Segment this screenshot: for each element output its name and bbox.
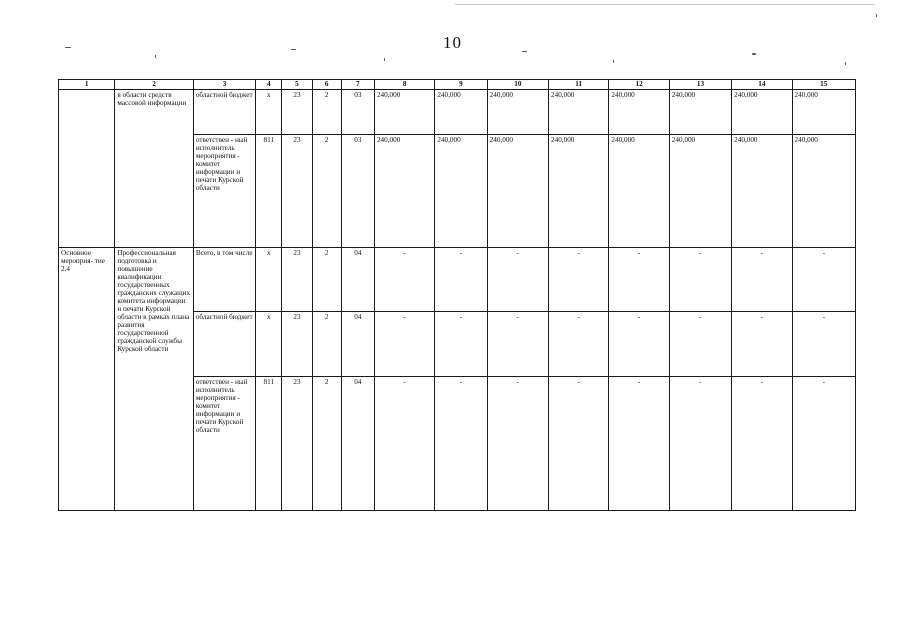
column-number: 6 — [312, 80, 341, 90]
scan-artifact-speck — [155, 55, 156, 58]
table-row — [59, 90, 856, 135]
scan-artifact-speck — [845, 62, 846, 65]
column-number: 8 — [374, 80, 434, 90]
amount-cell: - — [487, 248, 548, 312]
scan-artifact-speck — [384, 58, 385, 61]
amount-cell: - — [487, 312, 548, 377]
code-cell: 2 — [312, 90, 341, 135]
code-cell: 2 — [312, 377, 341, 511]
column-number: 1 — [59, 80, 115, 90]
code-cell: 04 — [341, 248, 374, 312]
amount-cell: 240,000 — [435, 90, 487, 135]
column-number: 7 — [341, 80, 374, 90]
column-number: 5 — [282, 80, 312, 90]
code-cell: 811 — [256, 377, 282, 511]
amount-cell: 240,000 — [487, 135, 548, 248]
amount-cell: - — [435, 248, 487, 312]
amount-cell: - — [732, 248, 792, 312]
column-number: 4 — [256, 80, 282, 90]
scan-artifact-speck — [613, 60, 614, 63]
amount-cell: - — [374, 312, 434, 377]
scan-artifact-line — [455, 4, 875, 5]
column-number: 14 — [732, 80, 792, 90]
column-number: 2 — [115, 80, 193, 90]
column-number: 15 — [792, 80, 855, 90]
amount-cell: 240,000 — [374, 135, 434, 248]
funding-source-cell: ответствен - ный исполнитель мероприятия - комитет информации и печати Курской области — [193, 135, 255, 248]
code-cell: х — [256, 248, 282, 312]
amount-cell: 240,000 — [669, 135, 731, 248]
amount-cell: 240,000 — [792, 90, 855, 135]
amount-cell: - — [374, 248, 434, 312]
code-cell: 04 — [341, 312, 374, 377]
amount-cell: - — [549, 377, 609, 511]
scan-artifact-speck — [876, 14, 877, 17]
amount-cell: 240,000 — [669, 90, 731, 135]
amount-cell: - — [669, 248, 731, 312]
amount-cell: - — [549, 248, 609, 312]
code-cell: 23 — [282, 135, 312, 248]
code-cell: 2 — [312, 312, 341, 377]
amount-cell: - — [549, 312, 609, 377]
funding-source-cell: областной бюджет — [193, 312, 255, 377]
amount-cell: 240,000 — [732, 135, 792, 248]
amount-cell: 240,000 — [487, 90, 548, 135]
event-code-cell — [59, 90, 115, 248]
code-cell: 04 — [341, 377, 374, 511]
code-cell: х — [256, 312, 282, 377]
amount-cell: - — [792, 248, 855, 312]
amount-cell: - — [374, 377, 434, 511]
funding-source-cell: областной бюджет — [193, 90, 255, 135]
amount-cell: 240,000 — [609, 90, 669, 135]
amount-cell: 240,000 — [549, 135, 609, 248]
scan-artifact-speck — [291, 49, 296, 50]
column-number: 10 — [487, 80, 548, 90]
amount-cell: 240,000 — [609, 135, 669, 248]
amount-cell: - — [435, 377, 487, 511]
scan-artifact-speck — [752, 53, 756, 55]
amount-cell: - — [732, 312, 792, 377]
column-number: 3 — [193, 80, 255, 90]
code-cell: 23 — [282, 90, 312, 135]
column-number-row — [59, 80, 856, 90]
event-code-cell: Основное мероприя- тие 2.4 — [59, 248, 115, 511]
column-number: 13 — [669, 80, 731, 90]
table-row — [59, 248, 856, 312]
code-cell: 811 — [256, 135, 282, 248]
amount-cell: 240,000 — [374, 90, 434, 135]
code-cell: 03 — [341, 135, 374, 248]
amount-cell: 240,000 — [732, 90, 792, 135]
column-number: 9 — [435, 80, 487, 90]
amount-cell: - — [669, 377, 731, 511]
amount-cell: - — [487, 377, 548, 511]
code-cell: 23 — [282, 312, 312, 377]
amount-cell: - — [609, 377, 669, 511]
event-name-cell: Профессиональная подготовка и повышение квалификации государственных гражданских служащих комитета информации и печати Курской области в рамках плана развития государственной гражданской службы Курской области — [115, 248, 193, 511]
amount-cell: - — [435, 312, 487, 377]
column-number: 11 — [549, 80, 609, 90]
budget-table — [58, 79, 856, 511]
funding-source-cell: ответствен - ный исполнитель мероприятия - комитет информации и печати Курской области — [193, 377, 255, 511]
amount-cell: 240,000 — [792, 135, 855, 248]
code-cell: 03 — [341, 90, 374, 135]
code-cell: 2 — [312, 135, 341, 248]
event-name-cell: в области средств массовой информации — [115, 90, 193, 248]
code-cell: 2 — [312, 248, 341, 312]
amount-cell: 240,000 — [435, 135, 487, 248]
code-cell: 23 — [282, 248, 312, 312]
amount-cell: - — [609, 248, 669, 312]
amount-cell: - — [609, 312, 669, 377]
amount-cell: 240,000 — [549, 90, 609, 135]
amount-cell: - — [792, 312, 855, 377]
code-cell: 23 — [282, 377, 312, 511]
funding-source-cell: Всего, в том числе — [193, 248, 255, 312]
column-number: 12 — [609, 80, 669, 90]
scan-artifact-speck — [522, 51, 527, 52]
scan-artifact-speck — [65, 47, 71, 48]
amount-cell: - — [732, 377, 792, 511]
amount-cell: - — [792, 377, 855, 511]
page-number: 10 — [443, 33, 462, 52]
code-cell: х — [256, 90, 282, 135]
amount-cell: - — [669, 312, 731, 377]
